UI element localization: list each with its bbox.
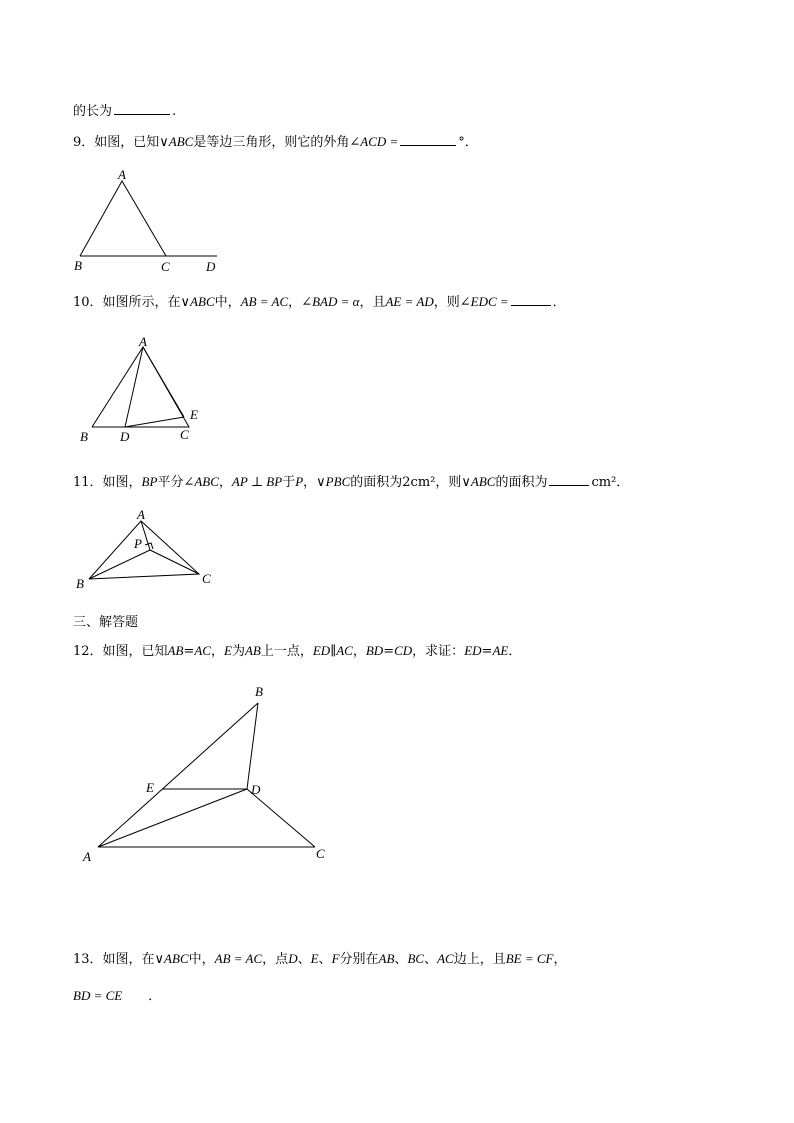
q12-e6: AC <box>336 643 353 658</box>
q13-p3: 、 <box>297 952 311 967</box>
q9-angle: ∠ACD = <box>349 134 399 149</box>
q12-p8: ，求证： <box>412 644 465 659</box>
q13-p5: 分别在 <box>339 952 379 967</box>
q9-label-a: A <box>118 167 126 182</box>
q10-e4: ∠EDC = <box>459 294 509 309</box>
q13-e8: BE = CF <box>505 951 554 966</box>
q11-unit: cm² <box>591 475 617 490</box>
q13-e5: AB <box>378 951 395 966</box>
q10-e1: AB = AC <box>240 294 289 309</box>
q12-p6: ， <box>352 644 366 659</box>
q13-p1: 中， <box>188 952 215 967</box>
section-title: 三、解答题 <box>73 615 139 630</box>
q12-label-d: D <box>251 782 261 797</box>
q11-label-b: B <box>76 576 84 591</box>
q12-e10: AE <box>492 643 509 658</box>
q10-label-c: C <box>180 427 189 442</box>
q12-e4: AB <box>244 643 261 658</box>
q11-end: ． <box>616 475 630 490</box>
q13-p2: ，点 <box>262 952 289 967</box>
q10-e2: ∠BAD = α <box>301 294 360 309</box>
q11-e6: ∨ABC <box>461 474 496 489</box>
q11-p3: 于 <box>282 475 296 490</box>
q13-text <box>73 950 567 969</box>
q10-p4: ，则 <box>433 295 460 310</box>
q10-label-a: A <box>139 334 147 349</box>
q12-e1: AB <box>167 643 184 658</box>
q13-line2 <box>73 987 161 1006</box>
q13-triangle: ∨ABC <box>154 951 189 966</box>
q11-number: 11．如图， <box>73 475 142 490</box>
q9-end: °． <box>458 135 478 150</box>
q12-p1: = <box>183 644 195 659</box>
q13-p4: 、 <box>318 952 332 967</box>
q9-label-c: C <box>161 259 170 274</box>
q12-p4: 上一点， <box>260 644 313 659</box>
q12-p7: = <box>383 644 395 659</box>
q13-p9: ， <box>553 952 567 967</box>
q12-e9: ED <box>464 643 482 658</box>
q8-end: . <box>172 104 177 119</box>
q12-p3: 为 <box>231 644 245 659</box>
q13-p6: 、 <box>394 952 408 967</box>
q9-mid: 是等边三角形，则它的外角 <box>193 135 350 150</box>
q11-p1: 平分 <box>157 475 184 490</box>
q10-label-d: D <box>120 429 130 444</box>
q11-area: 2cm² <box>402 475 436 490</box>
q11-label-c: C <box>202 571 211 586</box>
q10-number: 10．如图所示，在 <box>73 295 181 310</box>
q11-label-a: A <box>137 507 145 522</box>
q10-p2: ， <box>288 295 302 310</box>
q9-label-d: D <box>206 259 216 274</box>
q12-label-b: B <box>255 684 263 699</box>
q12-p5: ∥ <box>330 644 337 659</box>
q11-p7: 的面积为 <box>495 475 548 490</box>
q12-e2: AC <box>194 643 211 658</box>
q10-triangle: ∨ABC <box>180 294 215 309</box>
q11-e5: ∨PBC <box>316 474 351 489</box>
q13-e3: E <box>310 951 319 966</box>
q12-e7: BD <box>365 643 384 658</box>
q9-number: 9．如图，已知 <box>73 135 160 150</box>
q11-e3: AP ⊥ BP <box>231 474 283 489</box>
q8-tail-text: 的长为 <box>73 104 113 119</box>
q12-label-a: A <box>83 849 91 864</box>
q10-end: ． <box>552 295 566 310</box>
q13-e1: AB = AC <box>214 951 263 966</box>
q12-p9: = <box>481 644 493 659</box>
q12-number: 12．如图，已知 <box>73 644 168 659</box>
q11-label-p: P <box>134 536 142 551</box>
q13-e7: AC <box>437 951 454 966</box>
q9-label-b: B <box>74 258 82 273</box>
q12-e5: ED <box>312 643 331 658</box>
q9-triangle: ∨ABC <box>159 134 194 149</box>
q13-number: 13．如图，在 <box>73 952 155 967</box>
q13-p7: 、 <box>424 952 438 967</box>
q13-p8: 边上，且 <box>453 952 506 967</box>
q13-end: ． <box>148 989 162 1004</box>
q11-p4: ， <box>303 475 317 490</box>
q13-line2-expr: BD = CE <box>73 988 123 1003</box>
q10-p1: 中， <box>214 295 241 310</box>
q12-label-e: E <box>146 780 154 795</box>
q12-e8: CD <box>394 643 413 658</box>
q13-e4: F <box>331 951 340 966</box>
q11-p2: ， <box>218 475 232 490</box>
q12-e3: E <box>223 643 232 658</box>
q13-e6: BC <box>407 951 425 966</box>
q10-p3: ，且 <box>359 295 386 310</box>
q12-label-c: C <box>316 846 325 861</box>
q12-p2: ， <box>210 644 224 659</box>
q11-e1: BP <box>141 474 158 489</box>
q13-e2: D <box>288 951 298 966</box>
q12-end: ． <box>508 644 522 659</box>
q10-label-e: E <box>190 407 198 422</box>
q10-e3: AE = AD <box>385 294 434 309</box>
q11-e2: ∠ABC <box>183 474 219 489</box>
q11-p5: 的面积为 <box>350 475 403 490</box>
q11-p6: ，则 <box>435 475 462 490</box>
q10-label-b: B <box>80 429 88 444</box>
q11-e4: P <box>295 474 304 489</box>
